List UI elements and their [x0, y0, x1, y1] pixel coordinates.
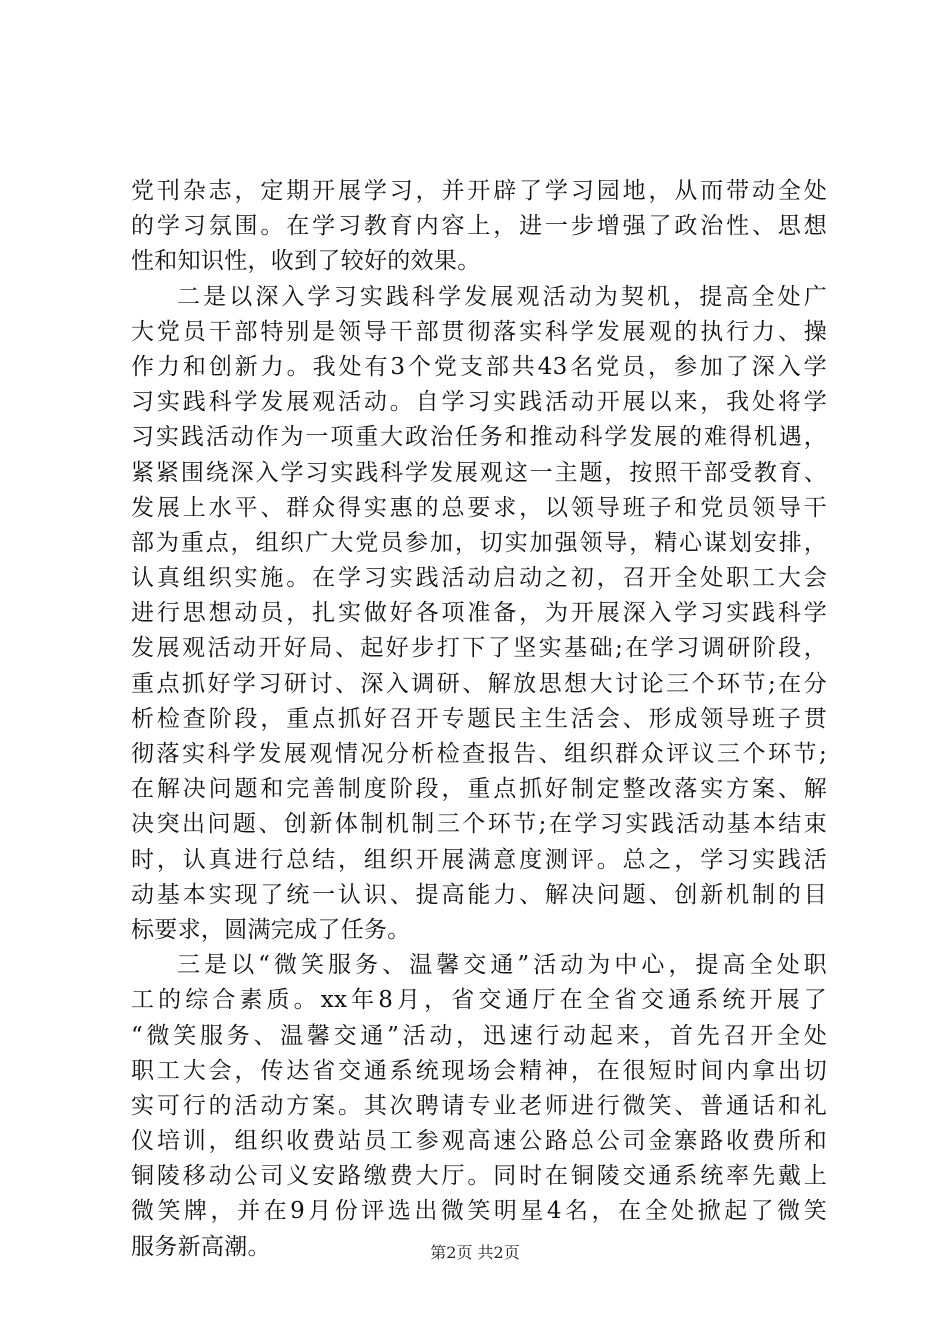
text-line: 决突出问题、创新体制机制三个环节;在学习实践活动基本结束	[131, 811, 827, 838]
text-line: 习实践科学发展观活动。自学习实践活动开展以来，我处将学	[131, 389, 827, 416]
text-line: 彻落实科学发展观情况分析检查报告、组织群众评议三个环节;	[131, 741, 827, 767]
text-line: 时，认真进行总结，组织开展满意度测评。总之，学习实践活	[131, 846, 827, 873]
text-line: 服务新高潮。	[131, 1233, 271, 1260]
text-line: 实可行的活动方案。其次聘请专业老师进行微笑、普通话和礼	[131, 1092, 827, 1119]
page-footer: 第2页 共2页	[430, 1243, 520, 1262]
text-line: 职工大会，传达省交通系统现场会精神，在很短时间内拿出切	[131, 1057, 827, 1084]
text-line: 性和知识性，收到了较好的效果。	[131, 248, 481, 275]
text-line: 习实践活动作为一项重大政治任务和推动科学发展的难得机遇，	[131, 424, 827, 451]
text-line: “微笑服务、温馨交通”活动，迅速行动起来，首先召开全处	[131, 1022, 827, 1049]
text-line: 动基本实现了统一认识、提高能力、解决问题、创新机制的目	[131, 881, 827, 908]
text-line: 铜陵移动公司义安路缴费大厅。同时在铜陵交通系统率先戴上	[131, 1163, 827, 1190]
text-line: 发展观活动开好局、起好步打下了坚实基础;在学习调研阶段，	[131, 635, 827, 662]
document-body	[131, 174, 827, 1265]
text-line: 部为重点，组织广大党员参加，切实加强领导，精心谋划安排，	[131, 529, 827, 556]
text-line: 工的综合素质。xx年8月，省交通厅在全省交通系统开展了	[131, 987, 827, 1014]
text-line: 仪培训，组织收费站员工参观高速公路总公司金寨路收费所和	[131, 1128, 827, 1155]
text-line: 党刊杂志，定期开展学习，并开辟了学习园地，从而带动全处	[131, 178, 827, 204]
text-line: 析检查阶段，重点抓好召开专题民主生活会、形成领导班子贯	[131, 705, 827, 732]
text-line: 作力和创新力。我处有3个党支部共43名党员，参加了深入学	[131, 353, 827, 380]
text-line: 紧紧围绕深入学习实践科学发展观这一主题，按照干部受教育、	[131, 459, 827, 486]
text-line: 发展上水平、群众得实惠的总要求，以领导班子和党员领导干	[131, 494, 827, 521]
text-line: 标要求，圆满完成了任务。	[131, 916, 411, 943]
text-line: 认真组织实施。在学习实践活动启动之初，召开全处职工大会	[131, 565, 827, 592]
text-line: 重点抓好学习研讨、深入调研、解放思想大讨论三个环节;在分	[131, 670, 827, 697]
text-line: 大党员干部特别是领导干部贯彻落实科学发展观的执行力、操	[131, 318, 827, 345]
text-line: 二是以深入学习实践科学发展观活动为契机，提高全处广	[177, 283, 827, 310]
text-line: 三是以“微笑服务、温馨交通”活动为中心，提高全处职	[177, 952, 827, 979]
text-line: 在解决问题和完善制度阶段，重点抓好制定整改落实方案、解	[131, 776, 827, 803]
text-line: 的学习氛围。在学习教育内容上，进一步增强了政治性、思想	[131, 213, 827, 240]
text-line: 进行思想动员，扎实做好各项准备，为开展深入学习实践科学	[131, 600, 827, 627]
text-line: 微笑牌，并在9月份评选出微笑明星4名，在全处掀起了微笑	[131, 1198, 827, 1225]
